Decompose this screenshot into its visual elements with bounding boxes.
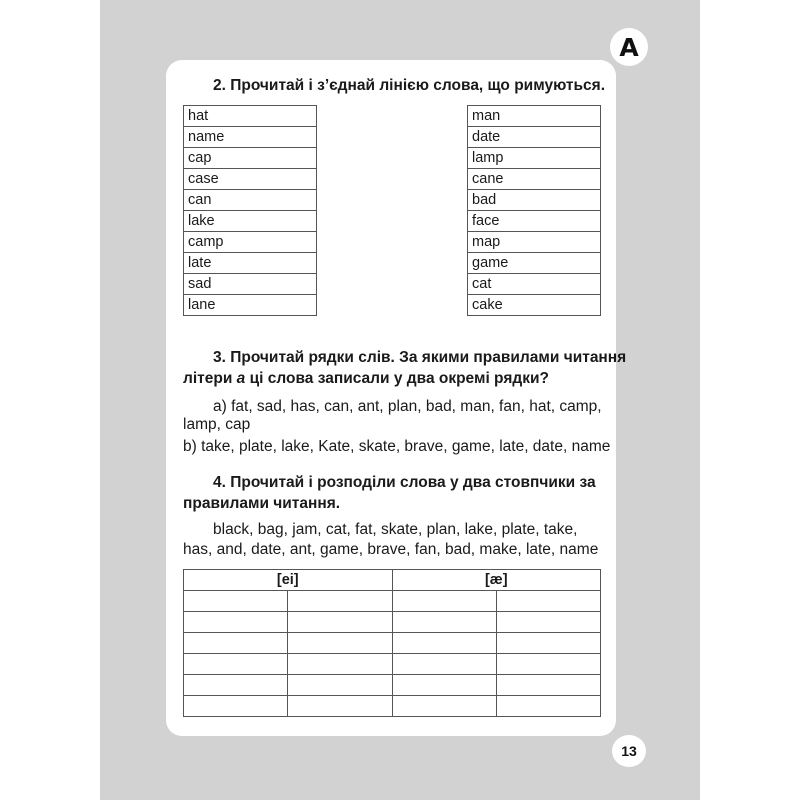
task2-heading: 2. Прочитай і з’єднай лінією слова, що римуються.	[213, 77, 606, 94]
word-cell-right: bad	[468, 190, 601, 211]
task3-line-a1: a) fat, sad, has, can, ant, plan, bad, man, fan, hat, camp,	[213, 398, 602, 415]
answer-cell[interactable]	[496, 591, 600, 612]
answer-cell[interactable]	[184, 654, 288, 675]
task3-heading-line2: літери a ці слова записали у два окремі рядки?	[183, 370, 549, 387]
word-cell-left: camp	[184, 232, 317, 253]
word-cell-right: cake	[468, 295, 601, 316]
task3-line-a2: lamp, cap	[183, 416, 251, 433]
letter-a-italic: a	[236, 370, 246, 387]
answer-cell[interactable]	[288, 633, 392, 654]
answer-cell[interactable]	[184, 675, 288, 696]
table-row	[184, 633, 601, 654]
word-cell-right: lamp	[468, 148, 601, 169]
table-row	[184, 654, 601, 675]
answer-cell[interactable]	[184, 591, 288, 612]
word-cell-right: map	[468, 232, 601, 253]
answer-cell[interactable]	[288, 675, 392, 696]
task3-heading-line1: 3. Прочитай рядки слів. За якими правилами читання	[213, 349, 627, 366]
answer-cell[interactable]	[288, 696, 392, 717]
word-cell-left: cap	[184, 148, 317, 169]
answer-cell[interactable]	[392, 654, 496, 675]
answer-cell[interactable]	[392, 633, 496, 654]
page-number: 13	[612, 735, 646, 767]
task3-line-b: b) take, plate, lake, Kate, skate, brave, game, late, date, name	[183, 438, 611, 455]
word-cell-right: face	[468, 211, 601, 232]
word-cell-left: can	[184, 190, 317, 211]
task4-words-line2: has, and, date, ant, game, brave, fan, bad, make, late, name	[183, 541, 599, 558]
answer-cell[interactable]	[184, 633, 288, 654]
table-row	[184, 696, 601, 717]
table-row	[184, 591, 601, 612]
column-header-ae: [æ]	[392, 570, 601, 591]
answer-cell[interactable]	[392, 696, 496, 717]
word-cell-left: sad	[184, 274, 317, 295]
task4-heading-line1: 4. Прочитай і розподіли слова у два стовпчики за	[213, 474, 596, 491]
word-cell-right: cat	[468, 274, 601, 295]
table-row	[184, 612, 601, 633]
word-cell-left: hat	[184, 106, 317, 127]
word-cell-left: lane	[184, 295, 317, 316]
column-header-ei: [ei]	[184, 570, 393, 591]
answer-cell[interactable]	[392, 612, 496, 633]
sorting-table	[183, 569, 601, 717]
word-cell-left: name	[184, 127, 317, 148]
answer-cell[interactable]	[184, 612, 288, 633]
answer-cell[interactable]	[288, 654, 392, 675]
answer-cell[interactable]	[496, 612, 600, 633]
answer-cell[interactable]	[496, 696, 600, 717]
word-cell-left: late	[184, 253, 317, 274]
word-cell-right: game	[468, 253, 601, 274]
word-cell-right: cane	[468, 169, 601, 190]
rhyme-left-table	[183, 105, 317, 316]
rhyme-right-table	[467, 105, 601, 316]
answer-cell[interactable]	[496, 633, 600, 654]
section-letter-badge: A	[610, 28, 648, 66]
word-cell-left: lake	[184, 211, 317, 232]
answer-cell[interactable]	[184, 696, 288, 717]
word-cell-right: date	[468, 127, 601, 148]
word-cell-left: case	[184, 169, 317, 190]
answer-cell[interactable]	[496, 654, 600, 675]
answer-cell[interactable]	[392, 675, 496, 696]
table-row	[184, 675, 601, 696]
answer-cell[interactable]	[288, 591, 392, 612]
answer-cell[interactable]	[288, 612, 392, 633]
word-cell-right: man	[468, 106, 601, 127]
answer-cell[interactable]	[392, 591, 496, 612]
answer-cell[interactable]	[496, 675, 600, 696]
task4-words-line1: black, bag, jam, cat, fat, skate, plan, lake, plate, take,	[213, 521, 578, 538]
task4-heading-line2: правилами читання.	[183, 495, 341, 512]
